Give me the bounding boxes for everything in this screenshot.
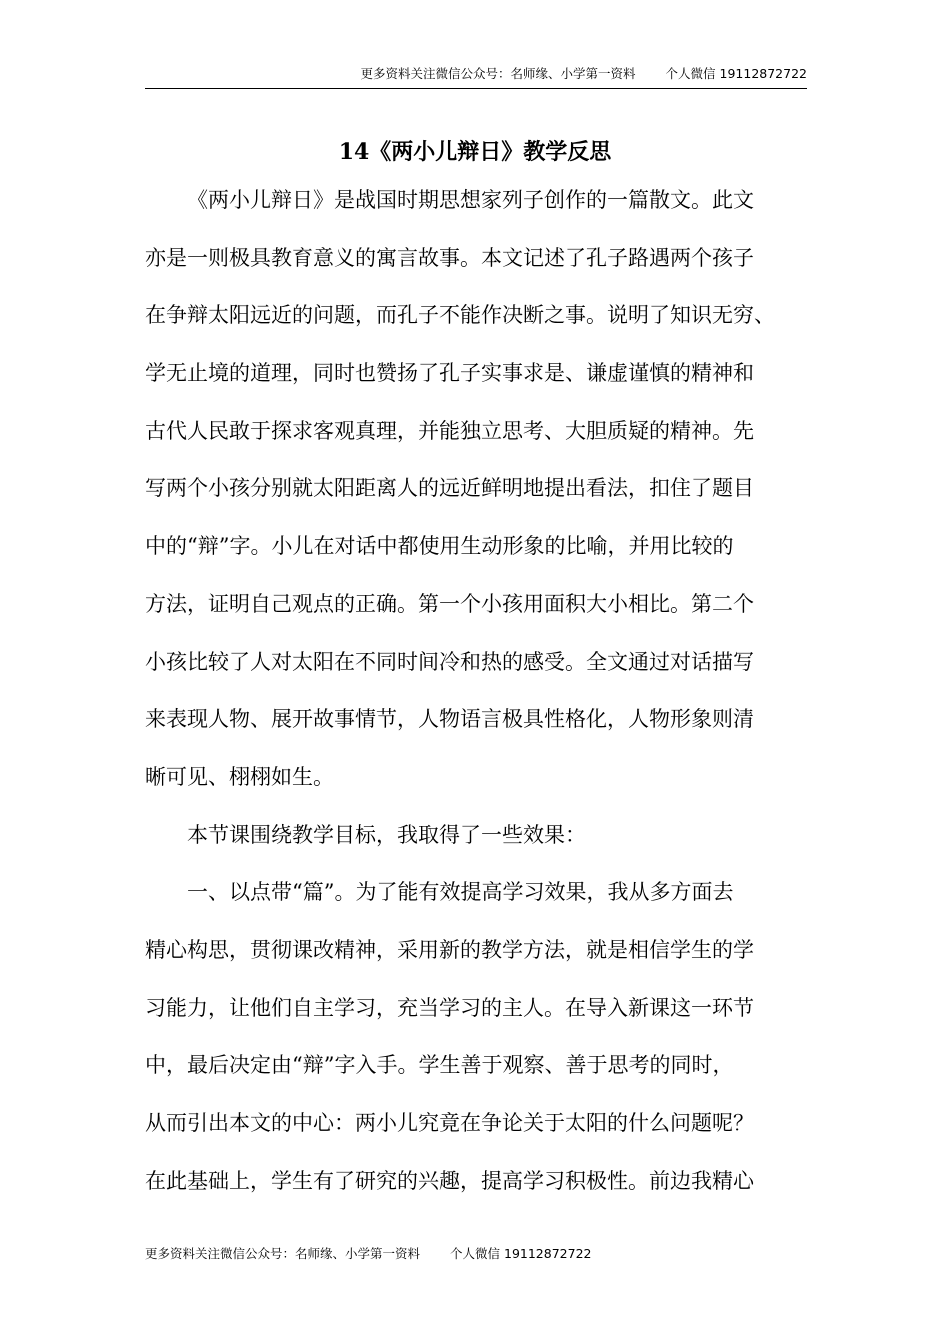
- document-body: [145, 178, 807, 1216]
- footer-wechat-text: 个人微信 19112872722: [450, 1246, 592, 1261]
- text-line: 小孩比较了人对太阳在不同时间冷和热的感受。全文通过对话描写: [145, 649, 754, 674]
- text-line: 在此基础上，学生有了研究的兴趣，提高学习积极性。前边我精心: [145, 1168, 754, 1193]
- text-line: 古代人民敢于探求客观真理，并能独立思考、大胆质疑的精神。先: [145, 418, 754, 443]
- text-line: 一、以点带“篇”。为了能有效提高学习效果，我从多方面去: [187, 880, 734, 905]
- document-title: 14《两小儿辩日》教学反思: [338, 139, 612, 165]
- text-line: 写两个小孩分别就太阳距离人的远近鲜明地提出看法，扣住了题目: [145, 476, 754, 501]
- page-header: [145, 66, 807, 89]
- text-line: 学无止境的道理，同时也赞扬了孔子实事求是、谦虚谨慎的精神和: [145, 361, 754, 386]
- text-line: 精心构思，贯彻课改精神，采用新的教学方法，就是相信学生的学: [145, 937, 754, 962]
- text-line: 中，最后决定由“辩”字入手。学生善于观察、善于思考的同时，: [145, 1053, 734, 1078]
- text-line: 中的“辩”字。小儿在对话中都使用生动形象的比喻，并用比较的: [145, 534, 734, 559]
- footer-promo-text: 更多资料关注微信公众号：名师缘、小学第一资料: [145, 1246, 421, 1261]
- page-footer: [145, 1246, 591, 1262]
- text-line: 在争辩太阳远近的问题，而孔子不能作决断之事。说明了知识无穷、: [145, 303, 775, 328]
- text-line: 本节课围绕教学目标，我取得了一些效果：: [187, 822, 586, 847]
- text-line: 晰可见、栩栩如生。: [145, 764, 334, 789]
- text-line: 来表现人物、展开故事情节，人物语言极具性格化，人物形象则清: [145, 707, 754, 732]
- header-wechat-text: 个人微信 19112872722: [665, 66, 807, 81]
- text-line: 习能力，让他们自主学习，充当学习的主人。在导入新课这一环节: [145, 995, 754, 1020]
- text-line: 亦是一则极具教育意义的寓言故事。本文记述了孔子路遇两个孩子: [145, 245, 754, 270]
- header-promo-text: 更多资料关注微信公众号：名师缘、小学第一资料: [360, 66, 636, 81]
- text-line: 方法，证明自己观点的正确。第一个小孩用面积大小相比。第二个: [145, 591, 754, 616]
- text-line: 从而引出本文的中心：两小儿究竟在争论关于太阳的什么问题呢？: [145, 1111, 754, 1135]
- text-line: 《两小儿辩日》是战国时期思想家列子创作的一篇散文。此文: [187, 188, 754, 212]
